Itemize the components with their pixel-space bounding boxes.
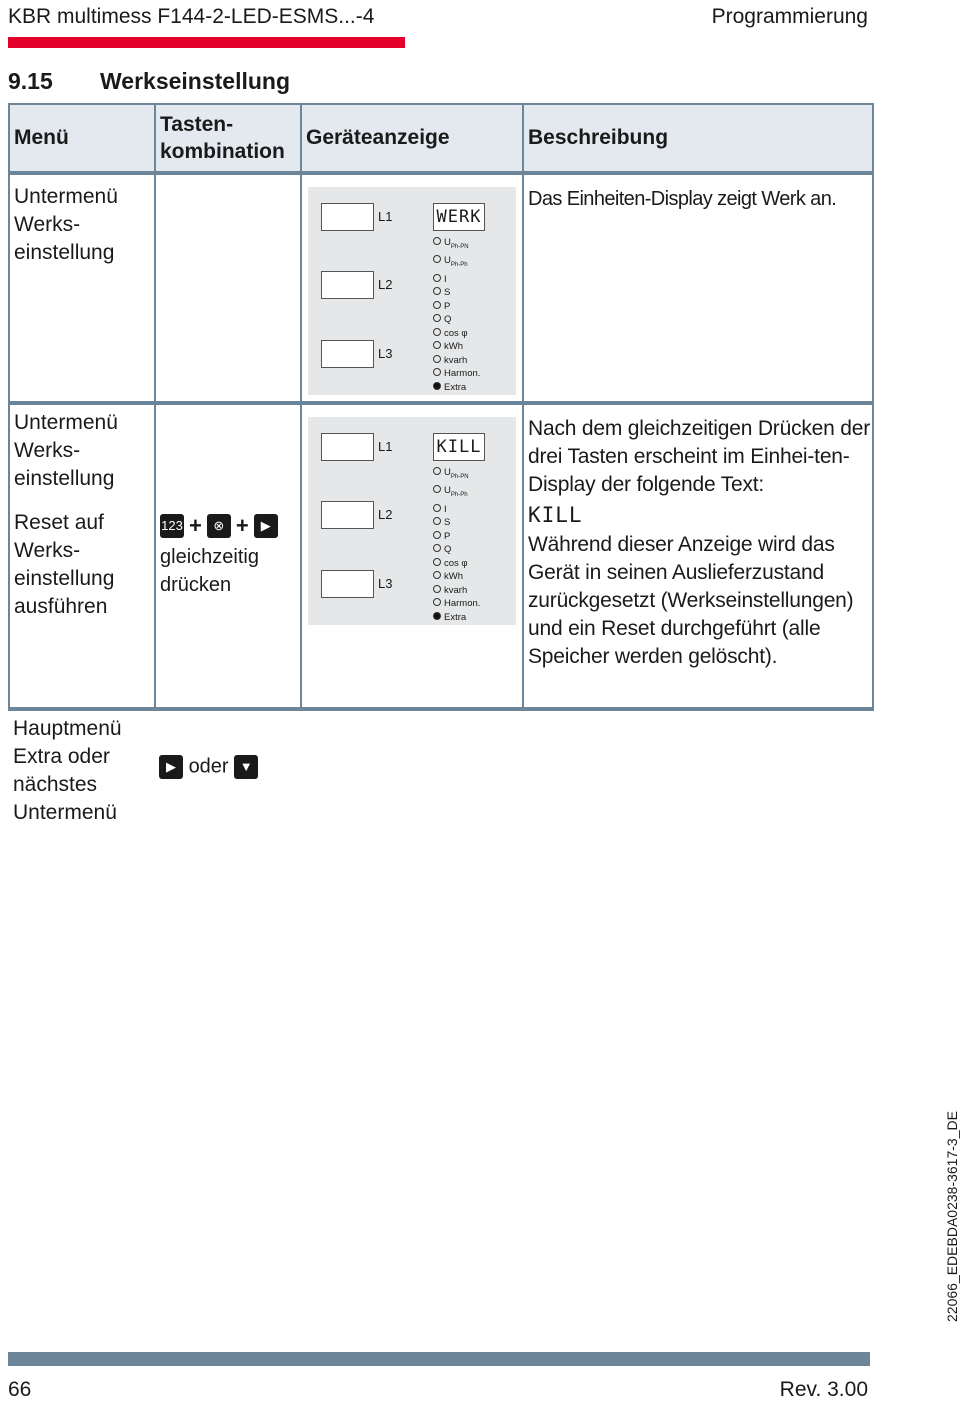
led-indicator bbox=[433, 611, 480, 625]
led-dot-icon bbox=[433, 598, 441, 606]
led-label: Extra bbox=[444, 381, 467, 393]
led-dot-icon bbox=[433, 558, 441, 566]
led-indicator bbox=[433, 530, 480, 544]
phase-label-l2: L2 bbox=[378, 277, 393, 292]
led-indicator bbox=[433, 286, 480, 300]
led-indicator bbox=[433, 273, 480, 287]
col-header-description: Beschreibung bbox=[523, 104, 873, 173]
led-indicator bbox=[433, 484, 480, 502]
page-number: 66 bbox=[8, 1378, 32, 1401]
led-dot-icon bbox=[433, 382, 441, 390]
key-combination bbox=[156, 405, 300, 599]
led-indicator bbox=[433, 516, 480, 530]
led-indicator bbox=[433, 570, 480, 584]
led-label: I bbox=[444, 503, 447, 515]
menu-text: Untermenü Werks-einstellung bbox=[14, 411, 118, 490]
keys-cell bbox=[155, 403, 301, 709]
led-label: kWh bbox=[444, 571, 463, 583]
col-header-menu: Menü bbox=[9, 104, 155, 173]
section-number: 9.15 bbox=[8, 68, 53, 94]
led-label: U bbox=[444, 467, 451, 478]
led-indicator bbox=[433, 236, 480, 254]
table-row bbox=[9, 173, 873, 403]
phase-label-l1: L1 bbox=[378, 209, 393, 224]
menu-action-text: Reset auf Werks-einstellung ausführen bbox=[14, 511, 115, 618]
description-body: Während dieser Anzeige wird das Gerät in seinen Auslieferzustand zurückgesetzt (Werkseinstellungen) und ein Reset durchgeführt (alle Speicher werden gelöscht). bbox=[528, 533, 854, 668]
empty-cell bbox=[523, 709, 873, 831]
led-indicator bbox=[433, 340, 480, 354]
display-cell bbox=[301, 403, 523, 709]
chapter-title: Programmierung bbox=[711, 5, 868, 28]
led-dot-icon bbox=[433, 287, 441, 295]
settings-table bbox=[8, 103, 874, 831]
down-arrow-key-icon: ▼ bbox=[234, 755, 258, 779]
description-intro: Nach dem gleichzeitigen Drücken der drei Tasten erscheint im Einhei-ten-Display der folgende Text: bbox=[528, 417, 871, 496]
col-header-keys-label: Tasten-kombination bbox=[160, 112, 285, 163]
description-text: Das Einheiten-Display zeigt Werk an. bbox=[528, 188, 837, 210]
led-indicator bbox=[433, 503, 480, 517]
led-indicator bbox=[433, 466, 480, 484]
phase-display-l2 bbox=[321, 501, 374, 529]
device-display-panel bbox=[308, 417, 516, 625]
col-header-keys bbox=[155, 104, 301, 173]
description-cell bbox=[523, 173, 873, 403]
led-indicator bbox=[433, 300, 480, 314]
led-dot-icon bbox=[433, 328, 441, 336]
key-instruction: gleichzeitig drücken bbox=[160, 546, 259, 596]
led-dot-icon bbox=[433, 485, 441, 493]
led-dot-icon bbox=[433, 237, 441, 245]
digit-key-icon: 123 bbox=[160, 514, 184, 538]
led-label-subscript: Ph-Ph bbox=[450, 492, 468, 499]
menu-cell bbox=[9, 403, 155, 709]
led-label: Q bbox=[444, 314, 452, 326]
led-dot-icon bbox=[433, 314, 441, 322]
led-dot-icon bbox=[433, 585, 441, 593]
description-code: KILL bbox=[528, 503, 583, 527]
led-label: Extra bbox=[444, 611, 467, 623]
table-row bbox=[9, 709, 873, 831]
led-label-subscript: Ph-Ph bbox=[450, 262, 468, 269]
phase-label-l2: L2 bbox=[378, 507, 393, 522]
empty-cell bbox=[301, 709, 523, 831]
led-indicator bbox=[433, 327, 480, 341]
menu-text: Hauptmenü Extra oder nächstes Untermenü bbox=[13, 717, 122, 824]
led-label: P bbox=[444, 300, 451, 312]
right-arrow-key-icon: ▶ bbox=[254, 514, 278, 538]
phase-label-l3: L3 bbox=[378, 346, 393, 361]
led-indicator bbox=[433, 367, 480, 381]
led-indicator-list bbox=[433, 466, 480, 624]
keys-cell bbox=[155, 709, 301, 831]
led-dot-icon bbox=[433, 612, 441, 620]
led-label: S bbox=[444, 517, 451, 529]
table-row bbox=[9, 403, 873, 709]
section-heading bbox=[8, 68, 290, 95]
led-dot-icon bbox=[433, 355, 441, 363]
led-label: cos φ bbox=[444, 327, 468, 339]
menu-cell bbox=[9, 173, 155, 403]
led-dot-icon bbox=[433, 255, 441, 263]
led-label: cos φ bbox=[444, 557, 468, 569]
phase-display-l3 bbox=[321, 570, 374, 598]
led-dot-icon bbox=[433, 274, 441, 282]
table-header-row bbox=[9, 104, 873, 173]
led-dot-icon bbox=[433, 571, 441, 579]
document-title: KBR multimess F144-2-LED-ESMS...-4 bbox=[8, 5, 375, 28]
footer-bar bbox=[8, 1352, 870, 1366]
col-header-display: Geräteanzeige bbox=[301, 104, 523, 173]
led-label: U bbox=[444, 485, 451, 497]
led-indicator bbox=[433, 584, 480, 598]
phase-display-l3 bbox=[321, 340, 374, 368]
cancel-key-icon: ⊗ bbox=[207, 514, 231, 538]
led-label: U bbox=[444, 255, 451, 267]
led-indicator bbox=[433, 313, 480, 327]
or-text: oder bbox=[188, 755, 229, 778]
revision: Rev. 3.00 bbox=[779, 1378, 868, 1401]
led-label: S bbox=[444, 287, 451, 299]
led-label: Q bbox=[444, 544, 452, 556]
description-cell bbox=[523, 403, 873, 709]
led-indicator bbox=[433, 543, 480, 557]
device-display-panel bbox=[308, 187, 516, 395]
document-code: 22066_EDEBDA0238-3617-3_DE bbox=[944, 1111, 960, 1322]
header-accent-bar bbox=[8, 37, 405, 48]
led-indicator bbox=[433, 557, 480, 571]
led-dot-icon bbox=[433, 517, 441, 525]
led-dot-icon bbox=[433, 544, 441, 552]
led-indicator bbox=[433, 254, 480, 272]
led-label: I bbox=[444, 273, 447, 285]
led-label-subscript: Ph-PN bbox=[450, 473, 469, 480]
menu-text: Untermenü Werks-einstellung bbox=[14, 185, 118, 264]
phase-label-l1: L1 bbox=[378, 439, 393, 454]
led-indicator bbox=[433, 381, 480, 395]
phase-display-l2 bbox=[321, 271, 374, 299]
plus-sign: + bbox=[189, 513, 202, 538]
led-label: Harmon. bbox=[444, 368, 481, 380]
phase-display-l1 bbox=[321, 433, 374, 461]
phase-label-l3: L3 bbox=[378, 576, 393, 591]
led-dot-icon bbox=[433, 301, 441, 309]
led-label: kvarh bbox=[444, 354, 468, 366]
menu-cell bbox=[9, 709, 155, 831]
led-dot-icon bbox=[433, 504, 441, 512]
unit-display: KILL bbox=[433, 433, 485, 461]
led-dot-icon bbox=[433, 531, 441, 539]
led-indicator bbox=[433, 597, 480, 611]
led-label: kWh bbox=[444, 341, 463, 353]
led-label: kvarh bbox=[444, 584, 468, 596]
led-dot-icon bbox=[433, 368, 441, 376]
display-cell bbox=[301, 173, 523, 403]
right-arrow-key-icon: ▶ bbox=[159, 755, 183, 779]
led-label-subscript: Ph-PN bbox=[450, 243, 469, 250]
led-indicator-list bbox=[433, 236, 480, 394]
unit-display: WERK bbox=[433, 203, 485, 231]
led-label: U bbox=[444, 237, 451, 248]
phase-display-l1 bbox=[321, 203, 374, 231]
navigation-keys bbox=[155, 711, 301, 779]
led-dot-icon bbox=[433, 341, 441, 349]
led-label: P bbox=[444, 530, 451, 542]
led-indicator bbox=[433, 354, 480, 368]
led-dot-icon bbox=[433, 467, 441, 475]
section-title: Werkseinstellung bbox=[100, 68, 291, 94]
plus-sign: + bbox=[235, 513, 249, 538]
led-label: Harmon. bbox=[444, 598, 481, 610]
keys-cell bbox=[155, 173, 301, 403]
